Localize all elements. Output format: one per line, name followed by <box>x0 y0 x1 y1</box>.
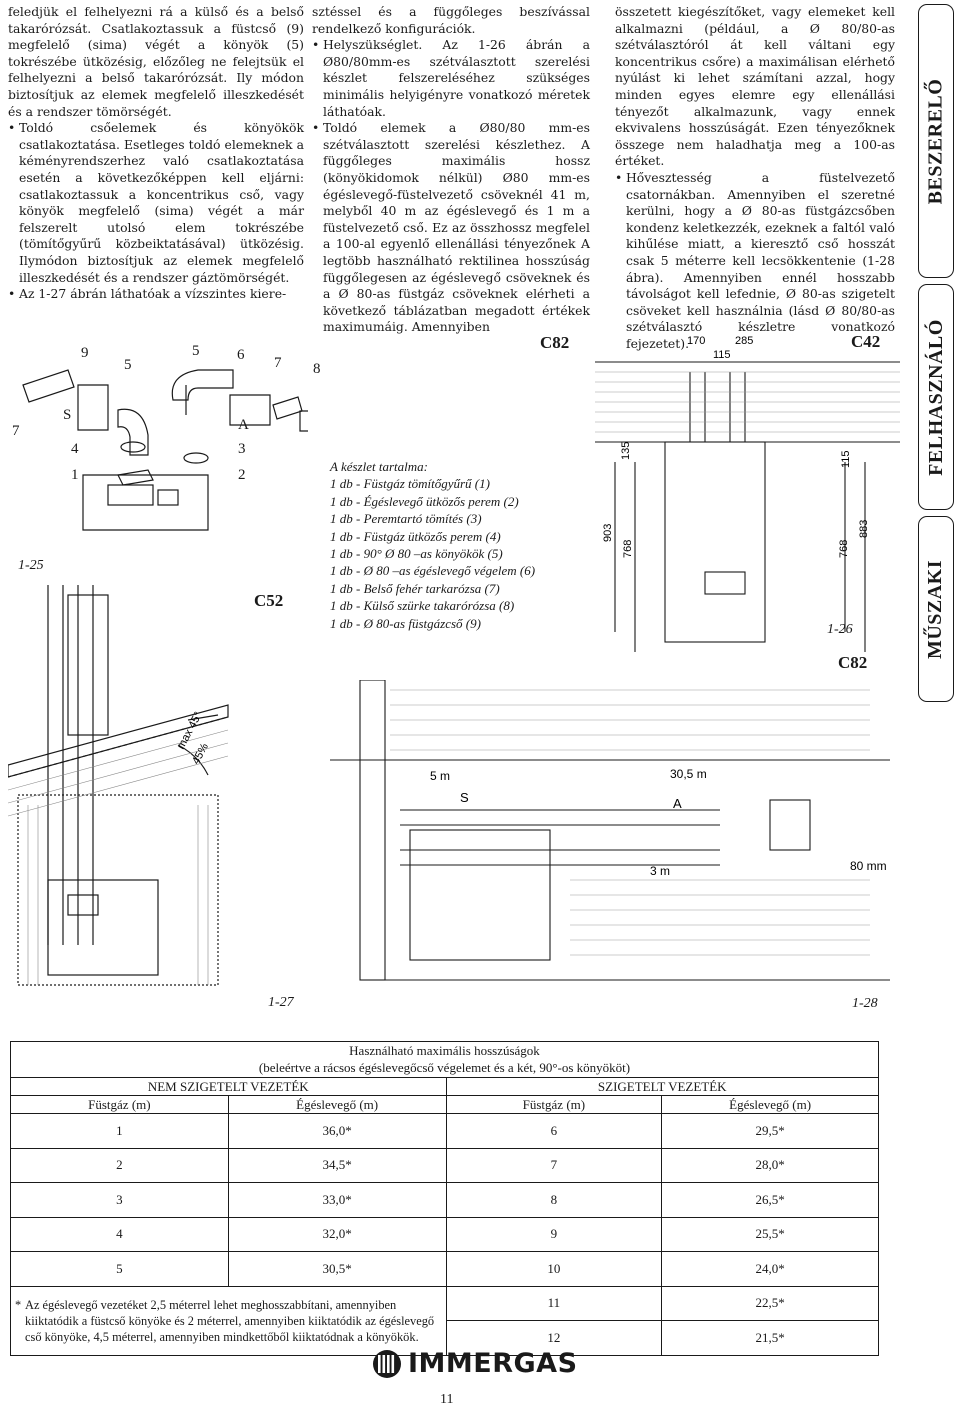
text-column-2 <box>312 4 590 336</box>
table-cell: 28,0* <box>662 1148 879 1183</box>
dimension-label: 768 <box>622 539 634 558</box>
table-group-header: NEM SZIGETELT VEZETÉK <box>11 1078 447 1096</box>
page-number: 11 <box>440 1392 454 1407</box>
table-cell: 26,5* <box>662 1183 879 1218</box>
table-cell: 6 <box>446 1114 662 1149</box>
table-cell: 9 <box>446 1217 662 1252</box>
immergas-logo <box>372 1348 578 1379</box>
tab-technical <box>918 516 954 702</box>
model-label: C82 <box>540 333 570 352</box>
part-number: 5 <box>192 343 200 359</box>
bullet-item: • Helyszükséglet. Az 1-26 ábrán a Ø80/80mm-es szétválasztott szerelési készlet felszereléséhez szükséges minimális helyigényre vonatkozó méretek láthatóak. <box>312 37 590 120</box>
part-number: 4 <box>71 441 79 457</box>
table-column-header: Füstgáz (m) <box>446 1096 662 1114</box>
kit-item: 1 db - 90° Ø 80 –as könyökök (5) <box>330 546 503 562</box>
dimension-label: 285 <box>735 335 754 347</box>
footnote-text: Az égéslevegő vezetéket 2,5 méterrel lehet meghosszabbítani, amennyiben kiiktatódik a füstcső könyöke és 2 méterrel, amennyiben kiiktatódik az égéslevegő cső könyöke, 4,5 méterrel, amennyiben mindkettőből kiiktatódnak a könyökök. <box>25 1297 435 1344</box>
kit-contents <box>330 458 600 632</box>
max-length-table <box>10 1041 879 1356</box>
model-label: C82 <box>838 653 868 672</box>
table-row <box>11 1114 879 1149</box>
tab-technical-label: MŰSZAKI <box>924 559 947 659</box>
part-number: 9 <box>81 345 89 361</box>
logo-mark-icon <box>372 1349 402 1379</box>
bullet-item: • Toldó elemek a Ø80/80 mm-es szétválasztott szerelési készlethez. A függőleges maximális hossz (könyökidomok nélkül) Ø80 mm-es égéslevegő-füstelvezető csöveknél 41 m, melyből 40 m az égéslevegő és 1 m a füstelvezető cső. Ez az összhossz megfelel a 100-al egyenlő ellenállási tényezőnek A legtöbb használható rektilinea hosszúság függőlegesen az égéslevegő csöveknek és a Ø 80-as füstgáz csöveknek elérheti a következő táblázatban megadott értékek maximumáig. Amennyiben <box>312 120 590 336</box>
table-column-header: Égéslevegő (m) <box>662 1096 879 1114</box>
part-number: 1 <box>71 467 79 483</box>
figure-1-26-drawing <box>595 322 900 672</box>
table-cell: 7 <box>446 1148 662 1183</box>
paragraph: összetett kiegészítőket, vagy elemeket kell alkalmazni (például, a Ø 80/80-as szétválasztóról át kell váltani egy koncentrikus csőre) a maximálisan elérhető nyúlást ki lehet számítani azzal, hogy minden egyes elemre egy ellenállási tényezőt alkalmazunk, vagy ennek ekvivalens hosszúságát. Ezen tényezőknek összege nem haladhatja meg a 100-as értéket. <box>615 4 895 169</box>
angle-label: max 45° <box>175 710 205 752</box>
part-number: 7 <box>274 355 282 371</box>
part-number: 8 <box>313 361 321 377</box>
table-cell: 33,0* <box>228 1183 446 1218</box>
table-cell: 29,5* <box>662 1114 879 1149</box>
dimension-label: 5 m <box>430 769 451 783</box>
dimension-label: 115 <box>840 450 852 468</box>
table-cell: 30,5* <box>228 1252 446 1287</box>
table-row <box>11 1148 879 1183</box>
table-column-header: Égéslevegő (m) <box>228 1096 446 1114</box>
table-cell: 24,0* <box>662 1252 879 1287</box>
table-subtitle: (beleértve a rácsos égéslevegőcső végelemet és a két, 90°-os könyököt) <box>11 1060 879 1078</box>
figure-caption: 1-28 <box>852 996 878 1011</box>
table-row <box>11 1183 879 1218</box>
dimension-label: 135 <box>620 441 632 460</box>
part-number: 7 <box>12 423 20 439</box>
table-cell: 8 <box>446 1183 662 1218</box>
part-number: 6 <box>237 347 245 363</box>
model-label: C42 <box>851 332 881 351</box>
dimension-label: 3 m <box>650 864 671 878</box>
part-number: S <box>63 407 72 423</box>
figure-caption: 1-27 <box>268 995 294 1010</box>
dimension-label: 903 <box>602 523 614 542</box>
tab-user <box>918 284 954 510</box>
table-row <box>11 1217 879 1252</box>
bullet-item: • Az 1-27 ábrán láthatóak a vízszintes kiere- <box>8 286 304 303</box>
dimension-label: 170 <box>687 335 706 347</box>
figure-caption: 1-26 <box>827 622 853 637</box>
table-cell: 34,5* <box>228 1148 446 1183</box>
kit-item: 1 db - Füstgáz ütközős perem (4) <box>330 528 501 544</box>
table-cell: 5 <box>11 1252 229 1287</box>
kit-title: A készlet tartalma: <box>330 459 428 474</box>
text-column-1 <box>8 4 304 303</box>
model-label: C52 <box>254 591 284 610</box>
part-number: 3 <box>238 441 246 457</box>
table-cell: 25,5* <box>662 1217 879 1252</box>
dimension-label: 115 <box>713 349 731 361</box>
kit-item: 1 db - Ø 80 –as égéslevegő végelem (6) <box>330 563 536 579</box>
bullet-item: • Toldó csőelemek és könyökök csatlakoztatása. Esetleges toldó elemeknek a kéményrendszerhez való csatlakoztatása esetén a következőképpen kell eljárni: csatlakoztassuk a koncentrikus cső, vagy könyök megfelelő (sima) végét a már felszerelt utolsó elem tokrészébe (tömítőgyűrű közbeiktatásával) ütközésig. Ilymódon biztosítjuk az elemek megfelelő illeszkedését és a rendszer gáztömörségét. <box>8 120 304 286</box>
table-cell: 32,0* <box>228 1217 446 1252</box>
tab-user-label: FELHASZNÁLÓ <box>924 318 947 476</box>
logo-text: IMMERGAS <box>408 1348 578 1379</box>
table-cell: 21,5* <box>662 1321 879 1356</box>
dimension-label: 883 <box>858 519 870 538</box>
figure-1-27-drawing <box>8 325 308 1025</box>
angle-label: 45% <box>190 741 211 767</box>
table-cell: 36,0* <box>228 1114 446 1149</box>
footnote-marker: * <box>15 1297 22 1312</box>
table-cell: 12 <box>446 1321 662 1356</box>
flow-label: A <box>673 796 682 811</box>
table-cell: 1 <box>11 1114 229 1149</box>
text-column-3 <box>615 4 895 352</box>
table-cell: 3 <box>11 1183 229 1218</box>
table-cell: 2 <box>11 1148 229 1183</box>
figure-caption: 1-25 <box>18 558 44 573</box>
kit-item: 1 db - Külső szürke takarórózsa (8) <box>330 598 515 614</box>
tab-installer <box>918 4 954 278</box>
part-number: 5 <box>124 357 132 373</box>
part-number: A <box>238 417 249 433</box>
kit-item: 1 db - Ø 80-as füstgázcső (9) <box>330 615 481 631</box>
table-row <box>11 1286 879 1321</box>
table-group-header: SZIGETELT VEZETÉK <box>446 1078 879 1096</box>
paragraph: sztéssel és a függőleges beszívással rendelkező konfigurációk. <box>312 4 590 36</box>
flow-label: S <box>460 790 469 805</box>
table-cell: 22,5* <box>662 1286 879 1321</box>
dimension-label: 80 mm <box>850 859 887 873</box>
bullet-item: • Hővesztesség a füstelvezető csatornákban. Amennyiben el szeretné kerülni, hogy a Ø 80-as füstgázcsőben kondenz keletkezzék, ezeknek a faltól való kihűlése miatt, a kieresztő cső hosszát csak 5 méterre kell lecsökkentenie (1-28 ábra). Amennyiben ennél hosszabb távolságot kell lefednie, Ø 80-as szigetelt csöveket kell használnia (lásd Ø 80/80-as szétválasztó készletre vonatkozó fejezetet). <box>615 170 895 353</box>
kit-item: 1 db - Belső fehér tarkarózsa (7) <box>330 580 500 596</box>
table-cell: 4 <box>11 1217 229 1252</box>
table-column-header: Füstgáz (m) <box>11 1096 229 1114</box>
figure-1-25-1-27 <box>8 325 321 1025</box>
table-row <box>11 1252 879 1287</box>
kit-item: 1 db - Égéslevegő ütközős perem (2) <box>330 493 519 509</box>
table-footnote <box>11 1286 447 1355</box>
dimension-label: 30,5 m <box>670 767 707 781</box>
figure-1-28 <box>330 680 890 1010</box>
paragraph: feledjük el felhelyezni rá a külső és a belső takarórózsát. Csatlakoztassuk a füstcső (9) megfelelő (sima) végét a könyök (5) tokrészébe ütközésig, előzőleg ne felejtsük el felhelyezni a belső takarórózsát. Ily módon biztosítjuk az elemek megfelelő illeszkedését és a rendszer tömörségét. <box>8 4 304 119</box>
table-title: Használható maximális hosszúságok <box>11 1042 879 1060</box>
part-number: 2 <box>238 467 246 483</box>
figure-1-28-drawing <box>330 680 890 1010</box>
tab-installer-label: BESZERELŐ <box>924 78 947 204</box>
dimension-label: 768 <box>838 539 850 558</box>
figure-1-26 <box>595 322 900 672</box>
kit-item: 1 db - Füstgáz tömítőgyűrű (1) <box>330 476 490 492</box>
table-cell: 11 <box>446 1286 662 1321</box>
kit-item: 1 db - Peremtartó tömítés (3) <box>330 511 482 527</box>
table-cell: 10 <box>446 1252 662 1287</box>
